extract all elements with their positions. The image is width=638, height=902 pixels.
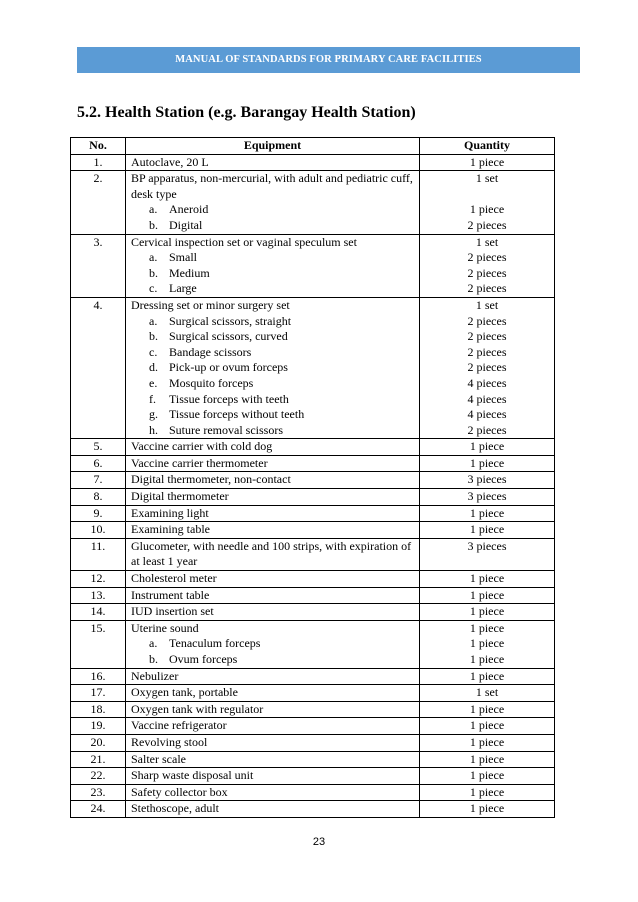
row-number: 9. [71,505,126,522]
sub-item-name: Tissue forceps with teeth [169,391,289,406]
row-quantity-cell [420,784,555,801]
sub-item [131,266,414,282]
row-equipment [126,784,420,801]
sub-item-letter: a. [149,636,158,651]
equipment-name: Dressing set or minor surgery set [131,297,290,312]
row-number: 17. [71,685,126,702]
row-quantity-cell [420,472,555,489]
sub-item-quantity: 2 pieces [467,265,507,280]
table-row [71,784,555,801]
sub-item-letter: a. [149,250,158,265]
quantity-value: 1 set [475,297,499,312]
sub-item-letter: d. [149,360,158,375]
row-number: 15. [71,620,126,668]
sub-item-letter: b. [149,265,158,280]
sub-item-name: Suture removal scissors [169,422,283,437]
table-row [71,439,555,456]
table-row [71,455,555,472]
row-equipment [126,718,420,735]
row-number: 11. [71,538,126,570]
sub-item-quantity: 1 piece [469,202,505,217]
equipment-name: Uterine sound [131,620,199,635]
equipment-name: Revolving stool [131,734,208,749]
equipment-name: Examining table [131,522,210,537]
equipment-name: Cervical inspection set or vaginal speculum set [131,234,357,249]
sub-item-name: Aneroid [169,202,209,217]
table-row [71,297,555,438]
sub-item-name: Ovum forceps [169,652,238,666]
table-row [71,571,555,588]
row-equipment [126,685,420,702]
sub-item-letter: c. [149,344,158,359]
equipment-name: Oxygen tank with regulator [131,701,264,716]
sub-item-name: Pick-up or ovum forceps [169,360,288,375]
equipment-table [70,137,555,818]
row-quantity-cell [420,685,555,702]
row-number: 7. [71,472,126,489]
row-number: 5. [71,439,126,456]
equipment-name: Digital thermometer, non-contact [131,472,291,487]
table-row [71,472,555,489]
row-number: 19. [71,718,126,735]
sub-item-quantity: 2 pieces [467,329,507,344]
table-row [71,154,555,171]
sub-item-quantity: 2 pieces [467,422,507,437]
sub-item-name: Large [169,281,197,296]
table-row [71,505,555,522]
row-equipment [126,455,420,472]
row-equipment [126,538,420,570]
equipment-name: Safety collector box [131,784,228,799]
header-equipment: Equipment [126,138,420,155]
sub-item-name: Medium [169,265,210,280]
sub-item-name: Surgical scissors, curved [169,329,288,344]
quantity-value: 1 set [475,234,499,249]
sub-item-name: Tissue forceps without teeth [169,407,305,422]
quantity-value: 1 piece [469,439,505,454]
sub-item [131,202,414,218]
quantity-value: 1 piece [469,718,505,733]
row-number: 6. [71,455,126,472]
row-quantity-cell [420,297,555,438]
row-equipment [126,734,420,751]
sub-item [131,636,414,652]
row-equipment [126,171,420,234]
header-banner: MANUAL OF STANDARDS FOR PRIMARY CARE FACILITIES [77,47,580,73]
quantity-value: 1 piece [469,522,505,537]
equipment-name: Stethoscope, adult [131,801,219,816]
row-number: 24. [71,801,126,818]
sub-item-letter: a. [149,202,158,217]
sub-item-quantity: 1 piece [469,636,505,651]
sub-item [131,360,414,376]
row-equipment [126,571,420,588]
table-row [71,620,555,668]
sub-item-name: Mosquito forceps [169,375,254,390]
quantity-value: 3 pieces [467,489,507,504]
row-equipment [126,620,420,668]
table-row [71,538,555,570]
sub-item-name: Digital [169,217,203,232]
row-number: 21. [71,751,126,768]
table-row [71,734,555,751]
quantity-value: 1 piece [469,505,505,520]
sub-item-quantity: 1 piece [469,652,505,666]
table-row [71,701,555,718]
equipment-name: Glucometer, with needle and 100 strips, with expiration of at least 1 year [131,538,412,569]
row-quantity-cell [420,801,555,818]
table-header-row [71,138,555,155]
quantity-value: 1 piece [469,801,505,816]
row-quantity-cell [420,604,555,621]
row-equipment [126,701,420,718]
sub-item [131,392,414,408]
sub-item-letter: c. [149,281,158,296]
row-equipment [126,751,420,768]
sub-item [131,314,414,330]
equipment-name: Examining light [131,505,209,520]
row-quantity-cell [420,455,555,472]
equipment-name: BP apparatus, non-mercurial, with adult and pediatric cuff, desk type [131,171,413,201]
row-equipment [126,234,420,297]
row-number: 23. [71,784,126,801]
quantity-value: 1 set [475,171,499,186]
quantity-spacer [425,187,549,203]
table-row [71,685,555,702]
page-number: 23 [312,836,326,848]
sub-item-quantity: 2 pieces [467,344,507,359]
quantity-value: 1 piece [469,587,505,602]
row-quantity-cell [420,538,555,570]
row-number: 8. [71,489,126,506]
equipment-name: Instrument table [131,587,210,602]
row-quantity-cell [420,439,555,456]
row-equipment [126,522,420,539]
sub-item [131,329,414,345]
table-row [71,801,555,818]
row-equipment [126,768,420,785]
table-row [71,604,555,621]
sub-item-quantity: 4 pieces [467,407,507,422]
sub-item [131,652,414,668]
row-number: 22. [71,768,126,785]
table-row [71,751,555,768]
quantity-value: 1 piece [469,455,505,470]
equipment-name: Salter scale [131,751,186,766]
row-number: 20. [71,734,126,751]
sub-item [131,376,414,392]
sub-item-name: Tenaculum forceps [169,636,261,651]
sub-item [131,407,414,423]
equipment-name: IUD insertion set [131,604,214,619]
sub-item-quantity: 4 pieces [467,375,507,390]
equipment-name: Digital thermometer [131,489,229,504]
table-row [71,668,555,685]
row-equipment [126,801,420,818]
sub-item-quantity: 2 pieces [467,313,507,328]
row-quantity-cell [420,489,555,506]
quantity-value: 1 piece [469,734,505,749]
equipment-name: Vaccine carrier thermometer [131,455,268,470]
table-row [71,718,555,735]
sub-item-letter: f. [149,391,156,406]
sub-item [131,423,414,439]
header-quantity: Quantity [420,138,555,155]
sub-item-letter: g. [149,407,158,422]
sub-item-quantity: 2 pieces [467,281,507,296]
equipment-name: Autoclave, 20 L [131,154,209,169]
quantity-value: 1 piece [469,701,505,716]
row-number: 10. [71,522,126,539]
table-row [71,171,555,234]
equipment-name: Oxygen tank, portable [131,685,238,700]
sub-item-quantity: 2 pieces [467,250,507,265]
row-quantity-cell [420,768,555,785]
equipment-name: Sharp waste disposal unit [131,768,254,783]
table-row [71,522,555,539]
quantity-value: 3 pieces [467,472,507,487]
row-equipment [126,587,420,604]
row-quantity-cell [420,505,555,522]
table-row [71,587,555,604]
sub-item-quantity: 4 pieces [467,391,507,406]
sub-item [131,218,414,234]
sub-item-quantity: 2 pieces [467,217,507,232]
row-quantity-cell [420,234,555,297]
row-number: 2. [71,171,126,234]
table-row [71,768,555,785]
row-quantity-cell [420,571,555,588]
quantity-value: 1 piece [469,571,505,586]
row-quantity-cell [420,620,555,668]
sub-item-letter: b. [149,217,158,232]
table-body [71,154,555,817]
row-equipment [126,604,420,621]
quantity-value: 1 piece [469,154,505,169]
row-number: 14. [71,604,126,621]
row-equipment [126,297,420,438]
equipment-name: Vaccine refrigerator [131,718,227,733]
row-number: 16. [71,668,126,685]
sub-item-name: Small [169,250,198,265]
row-number: 12. [71,571,126,588]
row-equipment [126,154,420,171]
section-title: 5.2. Health Station (e.g. Barangay Health Station) [77,104,416,121]
header-no: No. [71,138,126,155]
row-number: 3. [71,234,126,297]
table-row [71,489,555,506]
row-equipment [126,439,420,456]
row-number: 1. [71,154,126,171]
sub-item-letter: b. [149,329,158,344]
row-quantity-cell [420,154,555,171]
row-equipment [126,472,420,489]
sub-item-letter: h. [149,422,158,437]
sub-item [131,250,414,266]
table-row [71,234,555,297]
quantity-value: 1 set [475,685,499,700]
row-quantity-cell [420,587,555,604]
sub-item-letter: b. [149,652,158,666]
sub-item-name: Surgical scissors, straight [169,313,292,328]
sub-item [131,281,414,297]
quantity-value: 1 piece [469,751,505,766]
row-number: 13. [71,587,126,604]
quantity-value: 1 piece [469,604,505,619]
row-quantity-cell [420,701,555,718]
row-quantity-cell [420,171,555,234]
quantity-value: 1 piece [469,668,505,683]
row-equipment [126,505,420,522]
sub-item-quantity: 2 pieces [467,360,507,375]
quantity-value: 3 pieces [467,538,507,553]
equipment-name: Cholesterol meter [131,571,217,586]
quantity-value: 1 piece [469,620,505,635]
row-quantity-cell [420,522,555,539]
equipment-name: Vaccine carrier with cold dog [131,439,273,454]
row-quantity-cell [420,734,555,751]
sub-item-letter: e. [149,375,158,390]
row-quantity-cell [420,668,555,685]
sub-item [131,345,414,361]
quantity-value: 1 piece [469,784,505,799]
row-equipment [126,489,420,506]
row-number: 4. [71,297,126,438]
row-number: 18. [71,701,126,718]
row-equipment [126,668,420,685]
sub-item-name: Bandage scissors [169,344,252,359]
sub-item-letter: a. [149,313,158,328]
row-quantity-cell [420,751,555,768]
equipment-name: Nebulizer [131,668,179,683]
quantity-value: 1 piece [469,768,505,783]
row-quantity-cell [420,718,555,735]
